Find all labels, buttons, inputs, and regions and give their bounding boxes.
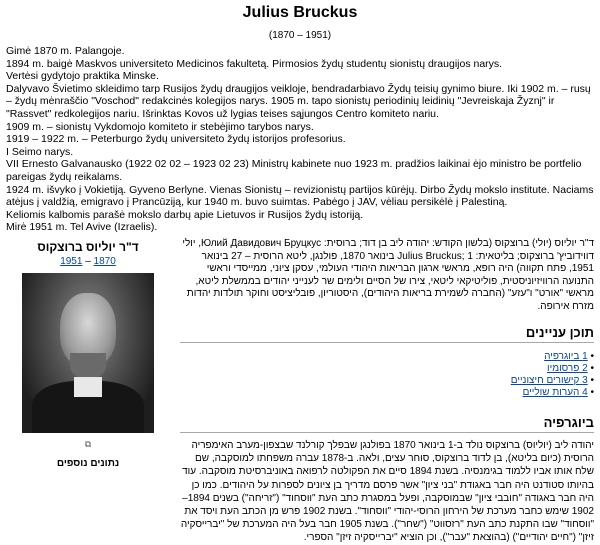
toc-item[interactable]: 2 פרסומיו — [547, 363, 588, 374]
bio-line: 1924 m. išvyko į Vokietiją. Gyveno Berlyne. Vienas Sionistų – revizionistų partijos kūrėjų. Dirbo Žydų mokslo institute. Naciams atėjus į valdžią, emigravo į Prancūziją, kur 1940 m. buvo suimtas. Pabėgo į JAV, vėliau persikėlė į Palestiną. — [6, 183, 594, 209]
portrait-photo[interactable] — [22, 273, 154, 433]
hebrew-section — [0, 238, 600, 544]
toc-item[interactable]: 4 הערות שוליים — [522, 387, 588, 398]
section-title-biography: ביוגרפיה — [180, 415, 594, 433]
biography-paragraph: יהודה ליב (יוליוס) ברוצקוס נולד ב-1 בינואר 1870 בפולנגן שבפלך קורלנד שבצפון-מערב האימפריה הרוסית (כיום בליטא), בן לדוד ברוצקוס, סוחר עצים, ולאה. ב-1878 עברה משפחתו למוסקבה, שם שלח אותו אביו ללמוד בגימנסיה. בשנת 1894 סיים את הפקולטה לרפואה באוניברסיטת מוסקבה. עוד בהיותו סטודנט היה חבר באגודת "בני ציון" אשר פרסם מדריך בן ציונים לספרות על היהודים. כמו כן היה חבר באגודה "חובבי ציון" שבמוסקבה, ופעל במסגרת כתב העת "ווסחוד" ("זריחה") בשנים 1894–1902 שימש כחבר מערכת של הירחון הרוסי-יהודי "ווסחוד". בשנת 1902 פרש מן הכתב העת ויסד את "ווסחוד" שבו התקנת כתב העת "רזסווט" ("שחר"). בשנת 1905 חבר בעל היה המערכת של "יברייסקיה זיזן" ("חיים יהודיים") (בהוצאת "עבר"), וכן הוציא "יברייסקיה זיזן" הספרי. — [180, 440, 594, 544]
toc-item[interactable]: 1 ביוגרפיה — [544, 351, 588, 362]
bio-line: 1894 m. baigė Maskvos universiteto Medicinos fakultetą. Pirmosios žydų studentų sionistų draugijos narys. — [6, 57, 503, 70]
bio-line: Gimė 1870 m. Palangoje. — [6, 45, 125, 57]
lead-paragraph: ד"ר יוליוס (יולי) ברוצקוס (בלשון הקודש: יהודה ליב בן דוד; ברוסית: Юлий Давидович Бруцкус, יולי דווידוביץ' ברוצקוס; בליטאית: Julius Bruckus; 1 בינואר 1870, פולנגן, ליטא הרוסית – 27 בינואר 1951, פתח תקווה) היה רופא, מראשי ארגון הבריאות היהודי העולמי, עסקן ציוני, ממייסדי וראשי התנועה הרוויזיוניסטית, פוליטיקאי ליטאי, צירו של הסיים ולימים שר לענייני יהודים בממשלת ליטא, מראשי "אורט" ו"עזע" (החברה לשמירת בריאות היהודים), היסטוריון, פובליציסט וחוקר תולדות יהדות מזרח אירופה. — [182, 238, 594, 312]
infobox-name: ד"ר יוליוס ברוצקוס — [37, 240, 139, 254]
biography-lt — [6, 45, 594, 234]
infobox-more-data[interactable]: נתונים נוספים — [56, 458, 120, 469]
bio-line: Mirė 1951 m. Tel Avive (Izraelis). — [6, 221, 158, 234]
article-main — [180, 238, 594, 545]
infobox-dates — [4, 256, 172, 267]
bio-line: 1909 m. – sionistų Vykdomojo komiteto ir stebėjimo tarybos narys. — [6, 120, 314, 133]
bio-line: Keliomis kalbomis parašė mokslo darbų apie Lietuvos ir Rusijos žydų istoriją. — [6, 208, 364, 221]
born-year-link[interactable]: 1870 — [93, 256, 116, 267]
bio-line: Dalyvavo Švietimo skleidimo tarp Rusijos žydų draugijos veikloje, bendradarbiavo Žydų teisių gynimo biure. Iki 1902 m. – rusų – žydų mėnraščio "Voschod" redakcinės kolegijos narys. 1905 m. tapo sionistų periodinių leidinių "Jevreiskaja Žyznj" ir "Rassvet" redkolegijos nariu. Išrinktas Kovos už lygias teises sąjungos Centro komiteto nariu. — [6, 82, 591, 120]
enlarge-icon[interactable]: ⧉ — [84, 439, 92, 449]
lithuanian-section — [0, 4, 600, 234]
life-years: (1870 – 1951) — [268, 30, 332, 41]
died-year-link[interactable]: 1951 — [60, 256, 83, 267]
bio-line: Vertėsi gydytojo praktika Minske. — [6, 70, 159, 83]
bio-line: 1919 – 1922 m. – Peterburgo žydų universiteto žydų istorijos profesorius. — [6, 133, 346, 146]
toc-title: תוכן עניינים — [180, 325, 594, 343]
toc-list — [180, 351, 594, 399]
bio-line: VII Ernesto Galvanausko (1922 02 02 – 1923 02 23) Ministrų kabinete nuo 1923 m. pradžios laikinai ėjo ministro be portfelio pareigas žydų reikalams. — [6, 158, 582, 183]
bio-line: I Seimo narys. — [6, 145, 74, 158]
page-title: Julius Bruckus — [242, 4, 358, 21]
toc-item[interactable]: 3 קישורים חיצוניים — [510, 375, 588, 386]
infobox — [4, 238, 172, 469]
dates-separator: – — [85, 256, 94, 267]
